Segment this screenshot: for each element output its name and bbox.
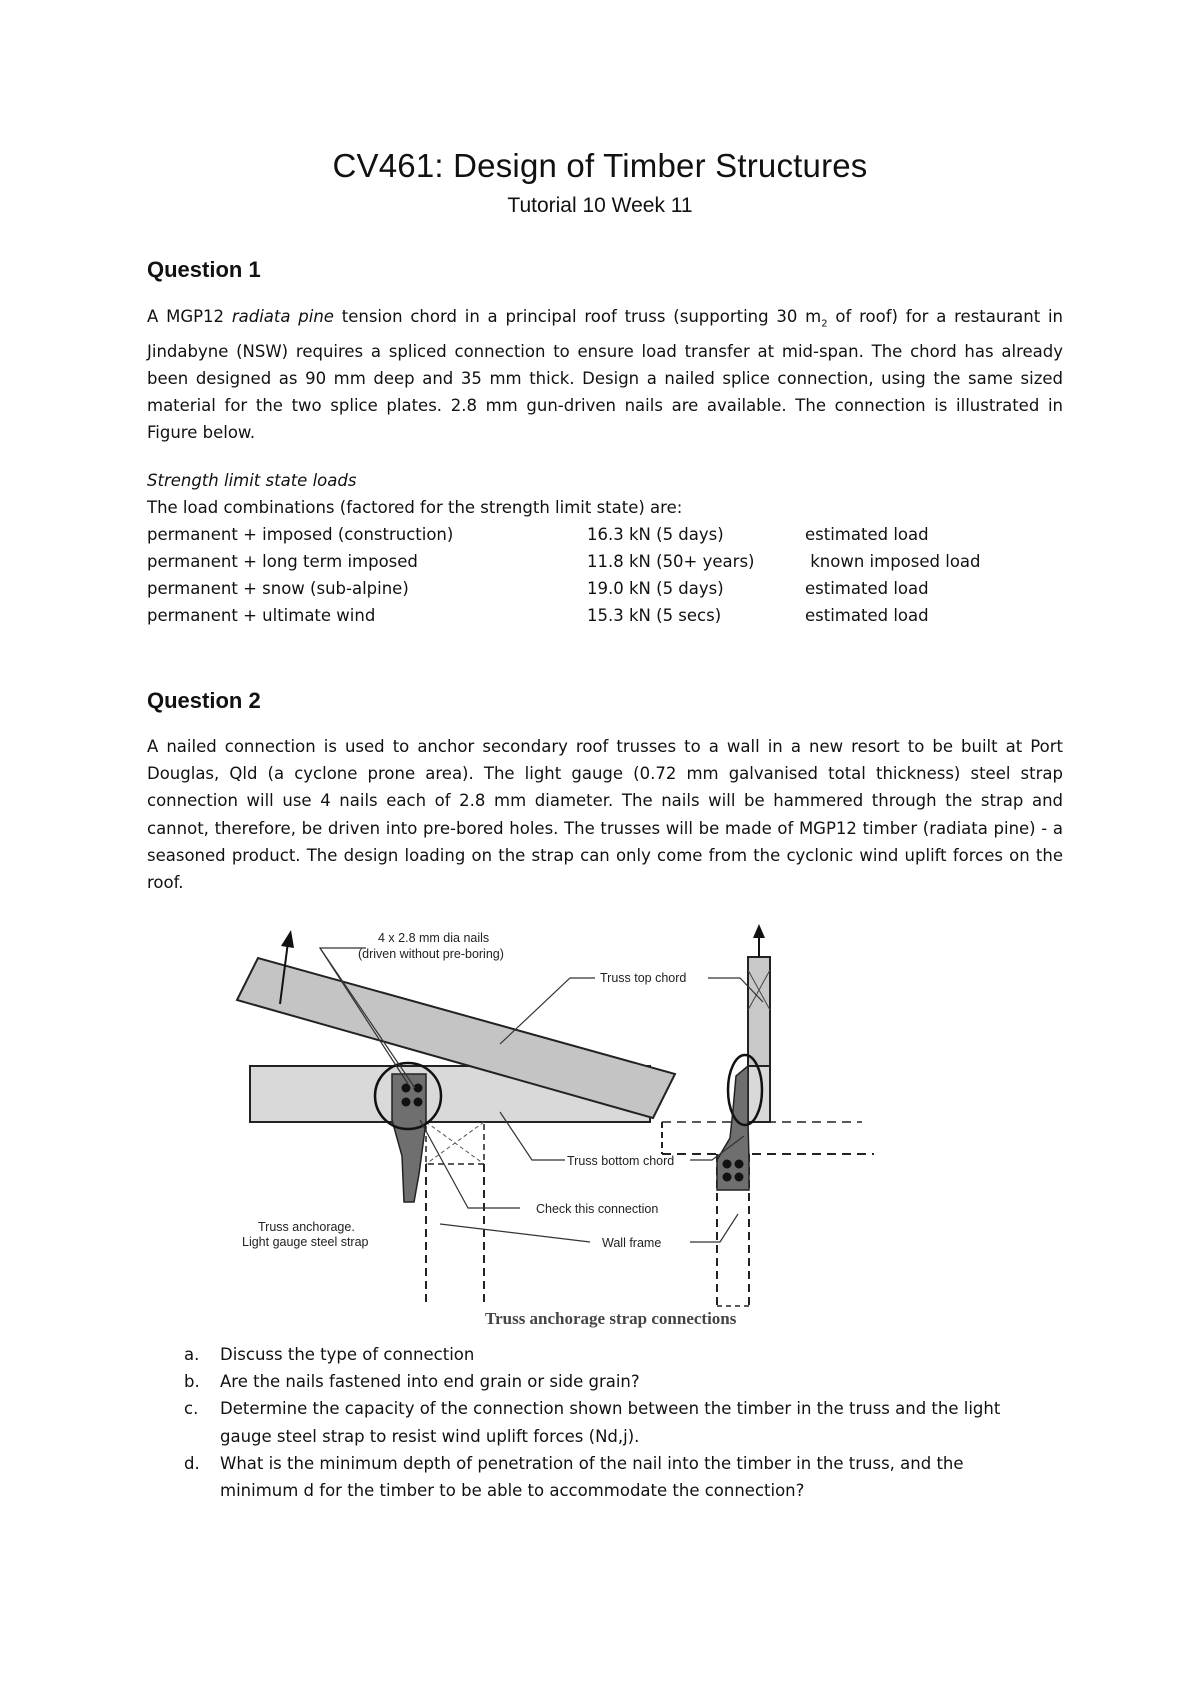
nail-icon xyxy=(414,1098,423,1107)
nail-icon xyxy=(402,1098,411,1107)
q1-intro-pre: A MGP12 xyxy=(147,307,232,326)
uplift-arrowhead-right xyxy=(753,924,765,938)
load-value: 16.3 kN (5 days) xyxy=(587,525,724,544)
list-item-text: Are the nails fastened into end grain or side grain? xyxy=(220,1372,640,1392)
figure-caption: Truss anchorage strap connections xyxy=(485,1309,737,1328)
leader-wall-frame-right xyxy=(690,1214,738,1242)
question-2-subparts xyxy=(184,1341,1044,1504)
label-top-chord: Truss top chord xyxy=(600,971,687,985)
steel-strap-left xyxy=(392,1074,426,1202)
q1-intro-rest: of roof) for a restaurant in Jindabyne (NSW) requires a spliced connection to ensure load transfer at mid-span. The chord has already been designed as 90 mm deep and 35 mm thick. Design a nailed splice connection, using the same sized material for the two splice plates. 2.8 mm gun-driven nails are available. The connection is illustrated in Figure below. xyxy=(147,307,1064,443)
question-1-heading: Question 1 xyxy=(147,257,261,282)
steel-strap-right xyxy=(717,1066,749,1190)
list-item xyxy=(184,1395,1044,1449)
q1-area-superscript: 2 xyxy=(821,318,828,330)
question-2-heading: Question 2 xyxy=(147,688,261,713)
list-item-text: Discuss the type of connection xyxy=(220,1345,475,1364)
nail-icon xyxy=(735,1160,744,1169)
list-marker: d. xyxy=(184,1453,200,1473)
load-note: estimated load xyxy=(805,525,929,544)
list-marker: c. xyxy=(184,1399,199,1419)
label-nails-line1: 4 x 2.8 mm dia nails xyxy=(378,931,490,945)
label-nails-line2: (driven without pre-boring) xyxy=(358,947,504,961)
list-marker: a. xyxy=(184,1345,200,1364)
list-marker: b. xyxy=(184,1372,200,1392)
load-combo: permanent + snow (sub-alpine) xyxy=(147,579,409,598)
load-combo: permanent + imposed (construction) xyxy=(147,525,454,544)
uplift-arrowhead-left xyxy=(281,930,294,948)
list-item-text: Determine the capacity of the connection shown between the timber in the truss and the light gauge steel strap to resist wind uplift forces (Nd,j). xyxy=(220,1399,1001,1446)
load-value: 11.8 kN (50+ years) xyxy=(587,552,755,571)
list-item xyxy=(184,1450,1044,1504)
question-2-text: A nailed connection is used to anchor secondary roof trusses to a wall in a new resort to be built at Port Douglas, Qld (a cyclone prone area). The light gauge (0.72 mm galvanised total thickness) steel strap connection will use 4 nails each of 2.8 mm diameter. The nails will be hammered through the strap and cannot, therefore, be driven into pre-bored holes. The trusses will be made of MGP12 timber (radiata pine) - a seasoned product. The design loading on the strap can only come from the cyclonic wind uplift forces on the roof. xyxy=(147,737,1063,893)
loads-heading: Strength limit state loads xyxy=(147,471,357,490)
label-anchorage-line2: Light gauge steel strap xyxy=(242,1235,369,1249)
document-title: CV461: Design of Timber Structures xyxy=(332,147,868,184)
label-anchorage-line1: Truss anchorage. xyxy=(258,1220,355,1234)
list-item-text: What is the minimum depth of penetration of the nail into the timber in the truss, and the minimum d for the timber to be able to accommodate the connection? xyxy=(220,1453,964,1501)
truss-anchorage-figure xyxy=(230,924,960,1334)
label-wall-frame: Wall frame xyxy=(602,1236,662,1250)
load-value: 15.3 kN (5 secs) xyxy=(587,606,722,625)
load-value: 19.0 kN (5 days) xyxy=(587,579,724,598)
load-combo: permanent + ultimate wind xyxy=(147,606,376,625)
nail-icon xyxy=(735,1173,744,1182)
load-note: estimated load xyxy=(805,606,929,625)
label-bottom-chord: Truss bottom chord xyxy=(567,1154,675,1168)
nail-icon xyxy=(402,1084,411,1093)
label-check-connection: Check this connection xyxy=(536,1202,659,1216)
q1-intro-mid: tension chord in a principal roof truss (supporting 30 m xyxy=(333,307,822,326)
nail-icon xyxy=(723,1173,732,1182)
document-subtitle: Tutorial 10 Week 11 xyxy=(507,194,693,217)
leader-wall-frame-left xyxy=(440,1224,590,1242)
load-note: estimated load xyxy=(805,579,929,598)
question-1-text xyxy=(147,303,1063,446)
load-note: known imposed load xyxy=(805,552,981,571)
q1-species: radiata pine xyxy=(231,307,334,326)
list-item xyxy=(184,1341,1044,1368)
nail-icon xyxy=(723,1160,732,1169)
list-item xyxy=(184,1368,1044,1395)
load-combo: permanent + long term imposed xyxy=(147,552,418,571)
loads-intro: The load combinations (factored for the strength limit state) are: xyxy=(147,498,683,517)
